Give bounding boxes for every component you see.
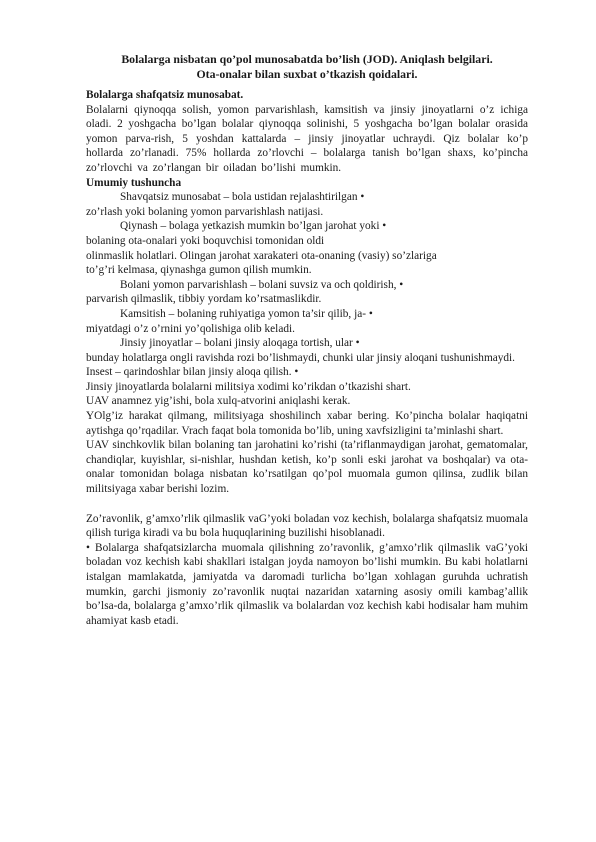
uav-paragraph-2: UAV sinchkovlik bilan bolaning tan jarohatini ko’rishi (ta’riflanmaydigan jarohat, gematomalar, chandiqlar, kuyishlar, si-nishlar, hushdan ketish, ko’p sonli eski jarohat va boshqalar) va ota-onalar tomonidan bolaga nisbatan ko’rsatilgan qo’pol muomala gumon qilinsa, zudlik bilan militsiyaga xabar berishi lozim.	[86, 439, 528, 496]
section-heading-cruelty: Bolalarga shafqatsiz munosabat.	[86, 89, 244, 101]
item-6-first-line: Jinsiy jinoyatlar – bolani jinsiy aloqaga tortish, ular •	[120, 337, 360, 350]
document-page	[86, 52, 528, 628]
item-6-rest: bunday holatlarga ongli ravishda rozi bo’lishmaydi, chunki ular jinsiy aloqani tushunishmaydi.	[86, 351, 516, 364]
uav-line-1: UAV anamnez yig’ishi, bola xulq-atvorini aniqlashi kerak.	[86, 395, 351, 408]
yolgiz-paragraph: YOlg’iz harakat qilmang, militsiyaga shoshilinch xabar bering. Ko’pincha bolalar haqiqatni aytishga qo’rqadilar. Vrach faqat bola tomonida bo’lib, uning xavfsizligini ta’minlashi shart.	[86, 410, 528, 437]
item-2-rest: bolaning ota-onalari yoki boquvchisi tomonidan oldi	[86, 234, 325, 247]
item-3-first-line: olinmaslik holatlari. Olingan jarohat xarakateri ota-onaning (vasiy) so’zlariga	[86, 249, 437, 262]
item-5-rest: miyatdagi o’z o’rnini yo’qolishiga olib keladi.	[86, 322, 295, 335]
title-line-1: Bolalarga nisbatan qo’pol munosabatda bo’lish (JOD). Aniqlash belgilari.	[121, 52, 493, 66]
militia-line: Jinsiy jinoyatlarda bolalarni militsiya xodimi ko’rikdan o’tkazishi shart.	[86, 380, 411, 393]
bullet-paragraph: • Bolalarga shafqatsizlarcha muomala qilishning zo’ravonlik, g’amxo’rlik qilmaslik vaG’yoki boladan voz kechish kabi shakllari istalgan joyda namoyon bo’lishi mumkin. Bu kabi holatlarni istalgan mamlakatda, jamiyatda va daromadi turlicha bo’lgan xohlagan guruhda uchratish mumkin, garchi jismoniy zo’ravonlik nuqtai nazaridan xatarning asosiy omili kambag’allik bo’lsa-da, bolalarga g’amxo’rlik qilmaslik va bolalardan voz kechish kabi hodisalar ham muhim ahamiyat kasb etadi.	[86, 541, 528, 627]
item-4-rest: parvarish qilmaslik, tibbiy yordam ko’rsatmaslikdir.	[86, 293, 322, 306]
item-4-first-line: Bolani yomon parvarishlash – bolani suvsiz va och qoldirish, •	[120, 278, 404, 291]
page-title	[86, 52, 528, 82]
item-5-first-line: Kamsitish – bolaning ruhiyatiga yomon ta’sir qilib, ja- •	[120, 307, 373, 320]
item-1-first-line: Shavqatsiz munosabat – bola ustidan rejalashtirilgan •	[120, 191, 365, 204]
incest-line: Insest – qarindoshlar bilan jinsiy aloqa qilish. •	[86, 366, 299, 379]
zoravonlik-paragraph: Zo’ravonlik, g’amxo’rlik qilmaslik vaG’yoki boladan voz kechish, bolalarga shafqatsiz muomala qilish turiga kiradi va bu bola huquqlarining buzilishi hisoblanadi.	[86, 512, 528, 540]
title-line-2: Ota-onalar bilan suxbat o’tkazish qoidalari.	[196, 67, 418, 81]
section-heading-concepts: Umumiy tushuncha	[86, 176, 182, 189]
cruelty-paragraph: Bolalarni qiynoqqa solish, yomon parvarishlash, kamsitish va jinsiy jinoyatlarni o’z ichiga oladi. 2 yoshgacha bo’lgan bolalar qiynoqqa solinishi, 5 yoshgacha bo’lgan bolalar orasida yomon parva-rish, 5 yoshdan kattalarda – jinsiy jinoyatlar uchraydi. Qiz bolalar ko’p hollarda zo’rlanadi. 75% hollarda zo’rlovchi – bolalarga tanish bo’lgan shaxs, ko’pincha zo’rlovchi va zo’rlangan bir oiladan bo’lishi mumkin.	[86, 103, 528, 174]
item-1-rest: zo’rlash yoki bolaning yomon parvarishlash natijasi.	[86, 205, 324, 218]
item-2-first-line: Qiynash – bolaga yetkazish mumkin bo’lgan jarohat yoki •	[120, 220, 387, 233]
item-3-rest: to’g’ri kelmasa, qiynashga gumon qilish mumkin.	[86, 264, 312, 277]
paragraph-gap	[86, 497, 528, 512]
